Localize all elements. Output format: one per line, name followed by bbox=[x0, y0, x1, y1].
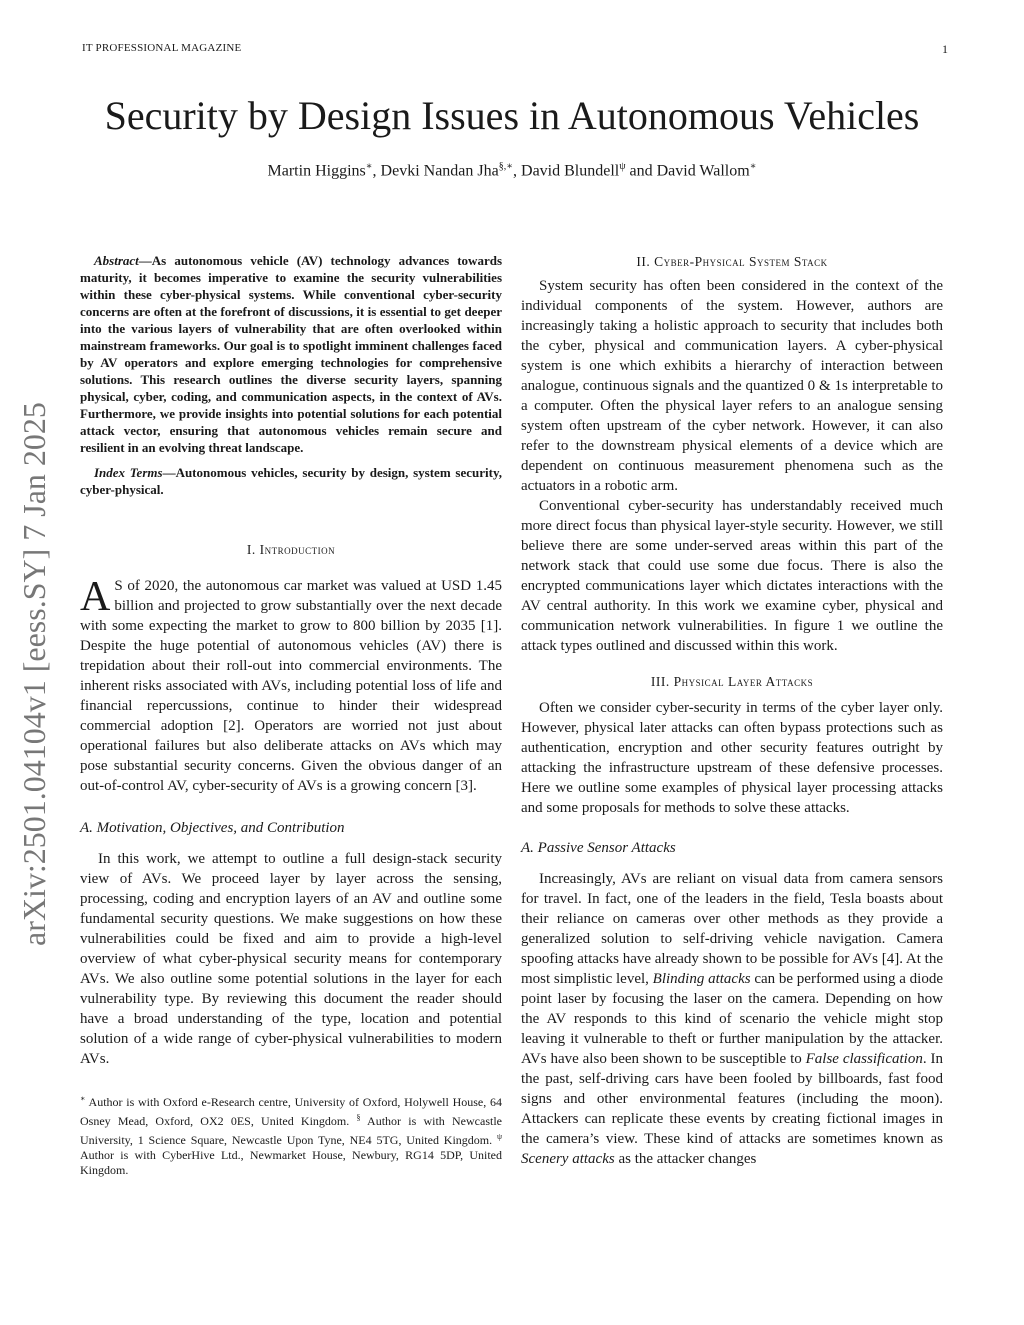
footnote-mark: § bbox=[356, 1113, 361, 1122]
footnote-text: Author is with Oxford e-Research centre, University of Oxford, Holywell House, 64 Osney Mead, Oxford, OX2 0ES, United Kingdom. bbox=[80, 1095, 502, 1128]
passive-text: can be performed using a diode point laser by focusing the laser on the camera. Depending on how the AV responds to this kind of scenario the vehicle might stop leaving it vulnerable to theft or further manipulation by the attacker. AVs have also been shown to be susceptible to bbox=[521, 971, 944, 1067]
section-heading-cps: II. Cyber-Physical System Stack bbox=[636, 254, 828, 269]
author-name: David Blundell bbox=[521, 162, 620, 180]
cps-paragraph-1: System security has often been considered in the context of the individual components of the system. However, authors are increasingly taking a holistic approach to security that includes both the cyber, physical and communication layers. A cyber-physical system is one which exhibits a hierarchy of interaction between analogue, continuous signals and the quantized 0 & 1s interpretable to a computer. Often the physical layer refers to an analogue sensing system often upstream of the cyber network. However, it can also refer to the downstream physical elements of a device which are dependent on continuous measurement phenomena such as the actuators in a robotic arm. bbox=[521, 278, 943, 494]
intro-paragraph bbox=[80, 576, 502, 796]
subsection-heading-motivation: A. Motivation, Objectives, and Contribution bbox=[80, 820, 345, 836]
arxiv-watermark: arXiv:2501.04104v1 [eess.SY] 7 Jan 2025 bbox=[16, 402, 52, 946]
index-terms bbox=[80, 464, 502, 498]
footnote-block bbox=[80, 1091, 502, 1178]
abstract bbox=[80, 252, 502, 456]
page-number: 1 bbox=[942, 42, 948, 56]
emphasis-term: Scenery attacks bbox=[521, 1151, 615, 1167]
emphasis-term: Blinding attacks bbox=[652, 971, 751, 987]
subsection-heading-passive-sensor: A. Passive Sensor Attacks bbox=[521, 840, 676, 856]
footnote-mark: ∗ bbox=[80, 1094, 86, 1103]
passive-sensor-paragraph bbox=[521, 869, 943, 1169]
paper-title: Security by Design Issues in Autonomous Vehicles bbox=[104, 93, 920, 138]
running-header: IT PROFESSIONAL MAGAZINE bbox=[82, 42, 242, 54]
right-column bbox=[521, 252, 943, 1169]
physical-layer-paragraph: Often we consider cyber-security in terms of the cyber layer only. However, physical later attacks can often bypass protections such as authentication, encryption and other security features outright by attacking the infrastructure upstream of these defensive processes. Here we outline some examples of physical layer processing attacks and some proposals for methods to solve these attacks. bbox=[521, 700, 943, 816]
author-name: Martin Higgins bbox=[267, 162, 366, 180]
section-heading-introduction: I. Introduction bbox=[246, 542, 336, 557]
author-footnote bbox=[80, 1091, 502, 1178]
footnote-text: Author is with CyberHive Ltd., Newmarket House, Newbury, RG14 5DP, United Kingdom. bbox=[80, 1148, 502, 1177]
passive-text: . In the past, self-driving cars have been fooled by billboards, fast food signs and other environmental features (including the moon). Attackers can replicate these events by creating fictional images in the camera’s view. These kind of attacks are sometimes known as bbox=[521, 1051, 943, 1147]
author-name: Devki Nandan Jha bbox=[380, 162, 499, 180]
author-list: Martin Higgins∗, Devki Nandan Jha§,∗, David Blundell$^\psi$ and David Wallom∗ bbox=[267, 161, 757, 180]
abstract-text: —As autonomous vehicle (AV) technology advances towards maturity, it becomes imperative to examine the security vulnerabilities within these cyber-physical systems. While conventional cyber-security concerns are often at the forefront of discussions, it is essential to get deeper into the various layers of vulnerability that are often overlooked within mainstream frameworks. Our goal is to spotlight imminent challenges faced by AV operators and explore emerging technologies for comprehensive solutions. This research outlines the diverse security layers, spanning physical, cyber, coding, and communication aspects, in the context of AVs. Furthermore, we provide insights into potential solutions for each potential attack vector, ensuring that autonomous vehicles remain secure and resilient in an evolving threat landscape. bbox=[80, 253, 502, 455]
index-terms-text: —Autonomous vehicles, security by design, system security, cyber-physical. bbox=[80, 465, 502, 497]
footnote-mark: ψ bbox=[496, 1132, 502, 1141]
author-affil-mark: ∗ bbox=[365, 161, 373, 172]
passive-text: Increasingly, AVs are reliant on visual data from camera sensors for travel. In fact, one of the leaders in the field, Tesla boasts about their reliance on cameras over other methods as they provide a generalized solution to self-driving vehicle navigation. Camera spoofing attacks have already shown to be possible for AVs [4]. At the most simplistic level, bbox=[521, 871, 943, 987]
index-terms-label: Index Terms bbox=[94, 465, 163, 480]
intro-text: S of 2020, the autonomous car market was valued at USD 1.45 billion and projected to grow substantially over the next decade with some expecting the market to grow to 800 billion by 2035 [1]. Despite the huge potential of autonomous vehicles (AV) there is trepidation about their roll-out into commercial environments. The inherent risks associated with AVs, including potential loss of life and financial repercussions, continue to hinder their widespread commercial adoption [2]. Operators are worried not just about operational failures but also deliberate attacks on AVs which may pose substantial security concerns. Given the obvious danger of an out-of-control AV, cyber-security of AVs is a growing concern [3]. bbox=[80, 578, 502, 794]
author-conjunction: and bbox=[629, 162, 653, 180]
motivation-paragraph: In this work, we attempt to outline a full design-stack security view of AVs. We proceed layer by layer across the sensing, processing, coding and encryption layers of an AV and outline some fundamental security questions. We make suggestions on how these vulnerabilities could be fixed and aim to provide a high-level overview of what cyber-physical security means for contemporary AVs. We also outline some potential solutions in the layer for each vulnerability type. By reviewing this document the reader should have a broad understanding of the type, location and potential solution of a wide range of cyber-physical vulnerabilities to modern AVs. bbox=[80, 851, 502, 1067]
abstract-label: Abstract bbox=[94, 253, 139, 268]
cps-paragraph-2: Conventional cyber-security has understandably received much more direct focus than physical layer-style security. However, we still believe there are some under-served areas within this part of the network stack that could use some due focus. There is also the encrypted communications layer which dictates interactions with the AV central authority. In this work we examine cyber, physical and communication network vulnerabilities. In figure 1 we outline the attack types outlined and discussed within this work. bbox=[521, 498, 943, 654]
section-heading-physical-layer: III. Physical Layer Attacks bbox=[650, 674, 814, 689]
author-affil-mark: ∗ bbox=[749, 161, 757, 172]
author-affil-mark: ψ bbox=[619, 161, 626, 172]
passive-text: as the attacker changes bbox=[614, 1151, 757, 1167]
author-affil-mark: §,∗ bbox=[498, 161, 514, 172]
drop-cap: A bbox=[80, 574, 111, 620]
emphasis-term: False classification bbox=[805, 1051, 923, 1067]
left-column bbox=[80, 252, 502, 1178]
author-name: David Wallom bbox=[656, 162, 750, 180]
footnote-text: Author is with Newcastle University, 1 Science Square, Newcastle Upon Tyne, NE4 5TG, United Kingdom. bbox=[80, 1114, 502, 1147]
